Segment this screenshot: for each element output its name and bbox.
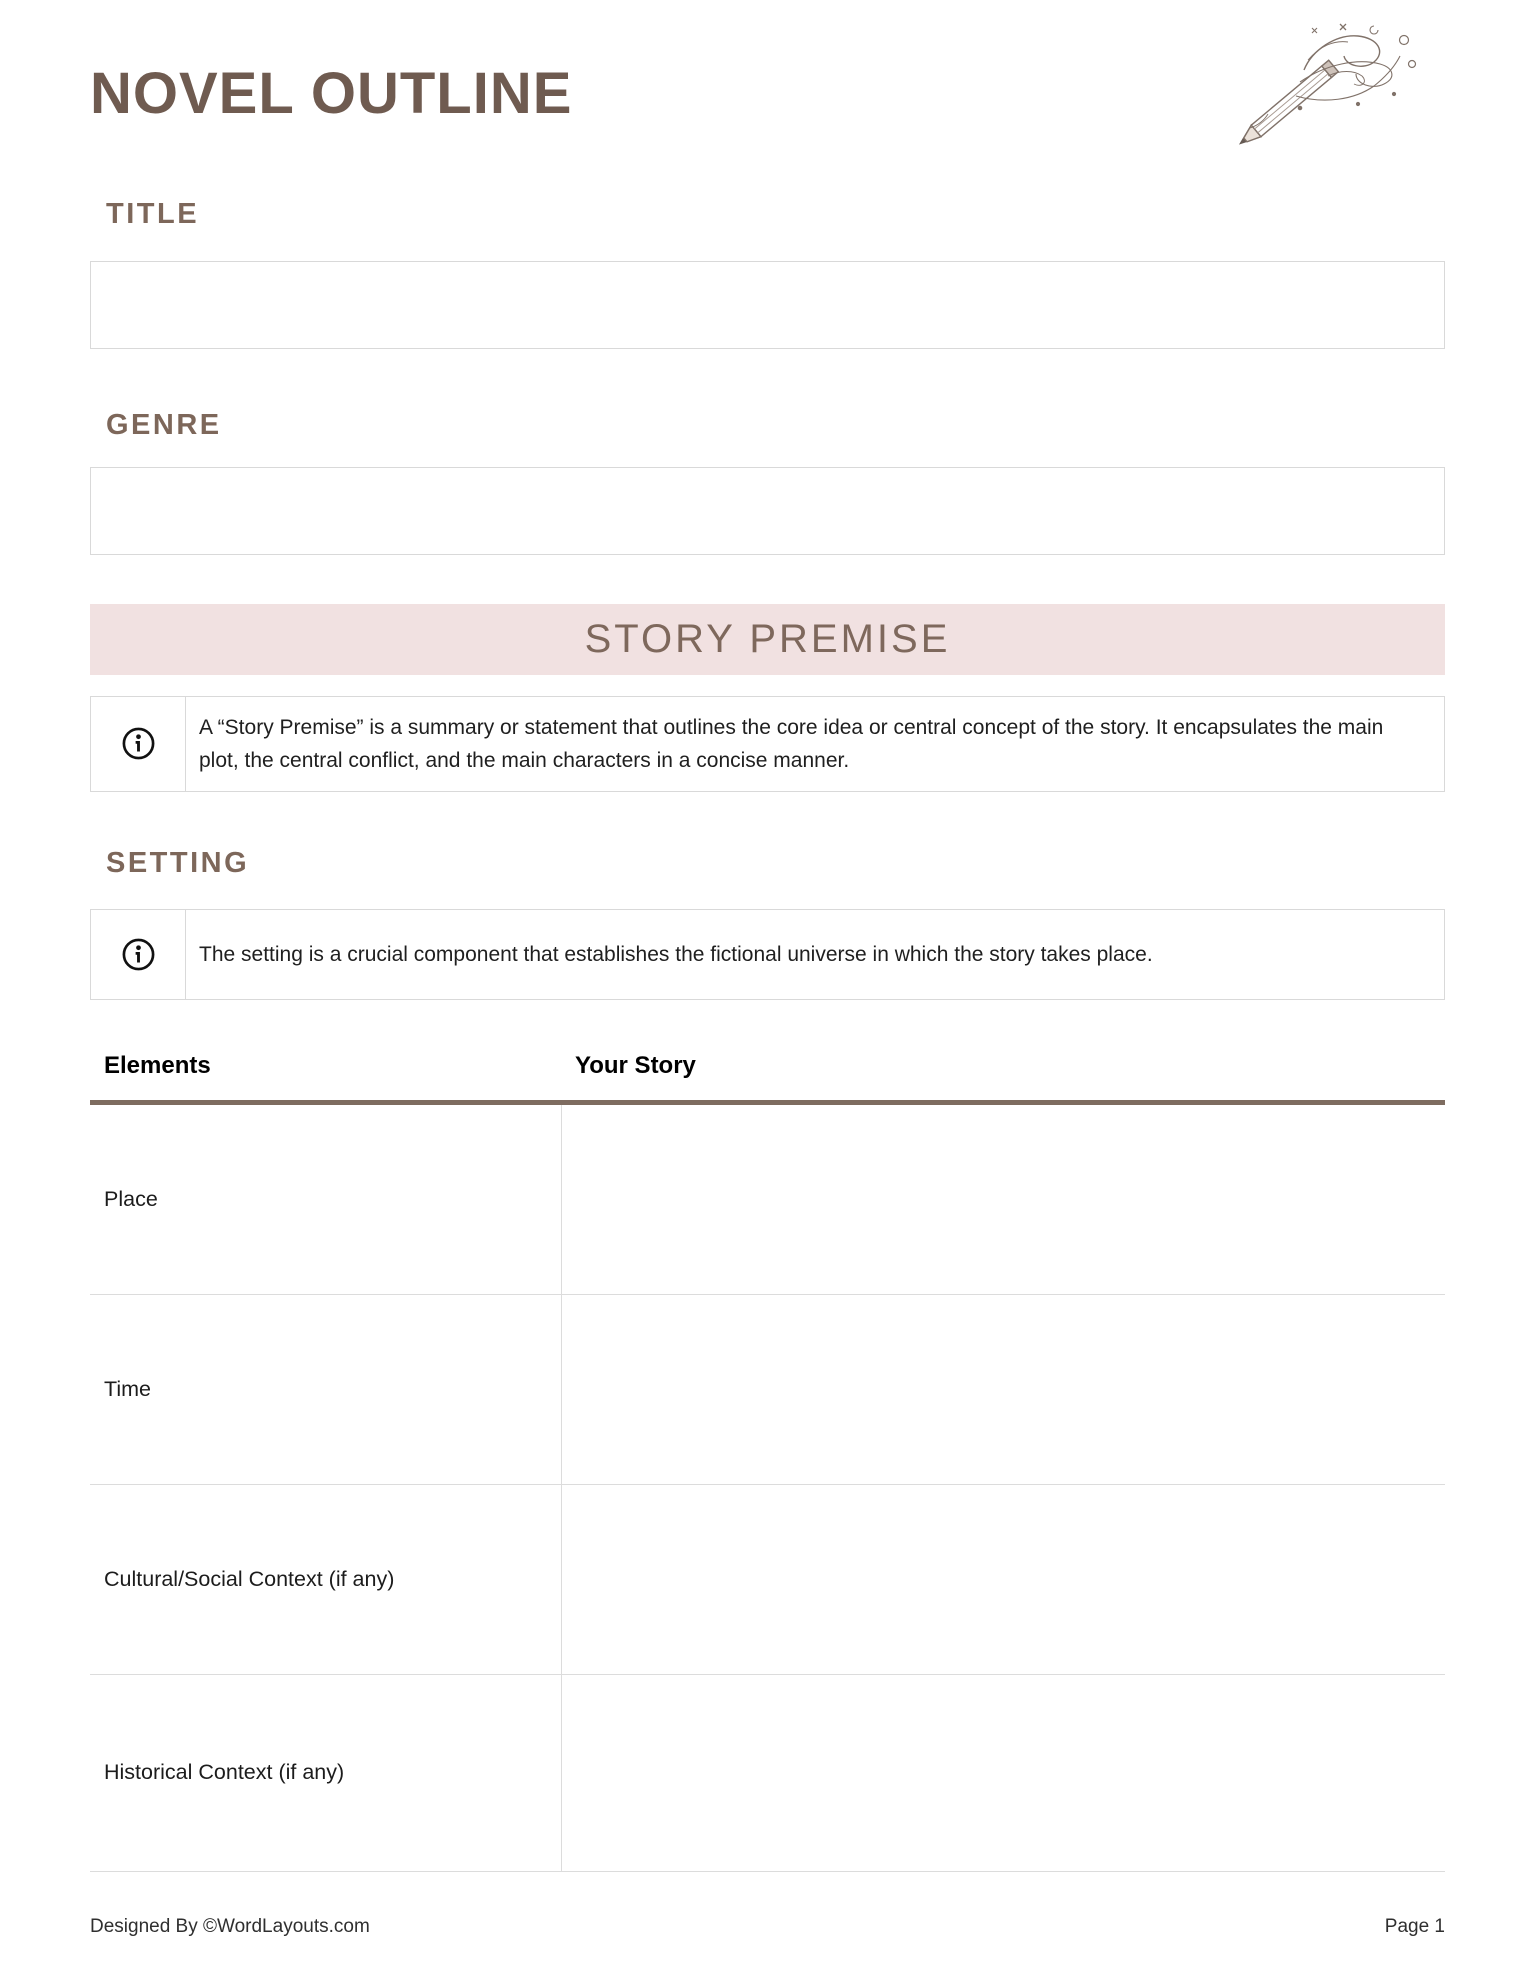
- your-story-input-cultural-context[interactable]: [562, 1485, 1445, 1674]
- column-header-elements: Elements: [104, 1051, 211, 1079]
- designed-by-credit: Designed By ©WordLayouts.com: [90, 1916, 370, 1937]
- element-label: Cultural/Social Context (if any): [90, 1485, 562, 1674]
- info-icon-cell: [91, 697, 186, 791]
- setting-table-header: [90, 1051, 1445, 1079]
- your-story-input-time[interactable]: [562, 1295, 1445, 1484]
- setting-section-heading: SETTING: [106, 846, 250, 879]
- element-label: Place: [90, 1105, 562, 1294]
- genre-input[interactable]: [90, 467, 1445, 555]
- setting-info-text: The setting is a crucial component that establishes the fictional universe in which the story takes place.: [199, 942, 1153, 966]
- story-premise-banner: [90, 604, 1445, 675]
- story-premise-info-text: A “Story Premise” is a summary or statement that outlines the core idea or central concept of the story. It encapsulates the main plot, the central conflict, and the main characters in a concise manner.: [199, 715, 1384, 772]
- page-footer: [90, 1916, 1445, 1938]
- column-header-your-story: Your Story: [575, 1051, 696, 1079]
- page-number: Page 1: [1384, 1916, 1445, 1937]
- info-icon-cell: [91, 910, 186, 999]
- info-icon: [120, 936, 157, 973]
- setting-table: [90, 1105, 1445, 1872]
- your-story-input-historical-context[interactable]: [562, 1675, 1445, 1871]
- setting-info-box: [90, 909, 1445, 1000]
- page-title: NOVEL OUTLINE: [90, 61, 573, 126]
- info-icon: [120, 725, 157, 762]
- table-row-historical-context: [90, 1675, 1445, 1872]
- pencil-sketch-illustration: [1208, 12, 1428, 162]
- table-row-cultural-social-context: [90, 1485, 1445, 1675]
- title-input[interactable]: [90, 261, 1445, 349]
- element-label: Historical Context (if any): [90, 1675, 562, 1871]
- story-premise-info-box: [90, 696, 1445, 792]
- element-label: Time: [90, 1295, 562, 1484]
- table-row-time: [90, 1295, 1445, 1485]
- genre-section-heading: GENRE: [106, 408, 222, 441]
- table-row-place: [90, 1105, 1445, 1295]
- story-premise-banner-label: STORY PREMISE: [584, 616, 951, 661]
- your-story-input-place[interactable]: [562, 1105, 1445, 1294]
- title-section-heading: TITLE: [106, 197, 200, 230]
